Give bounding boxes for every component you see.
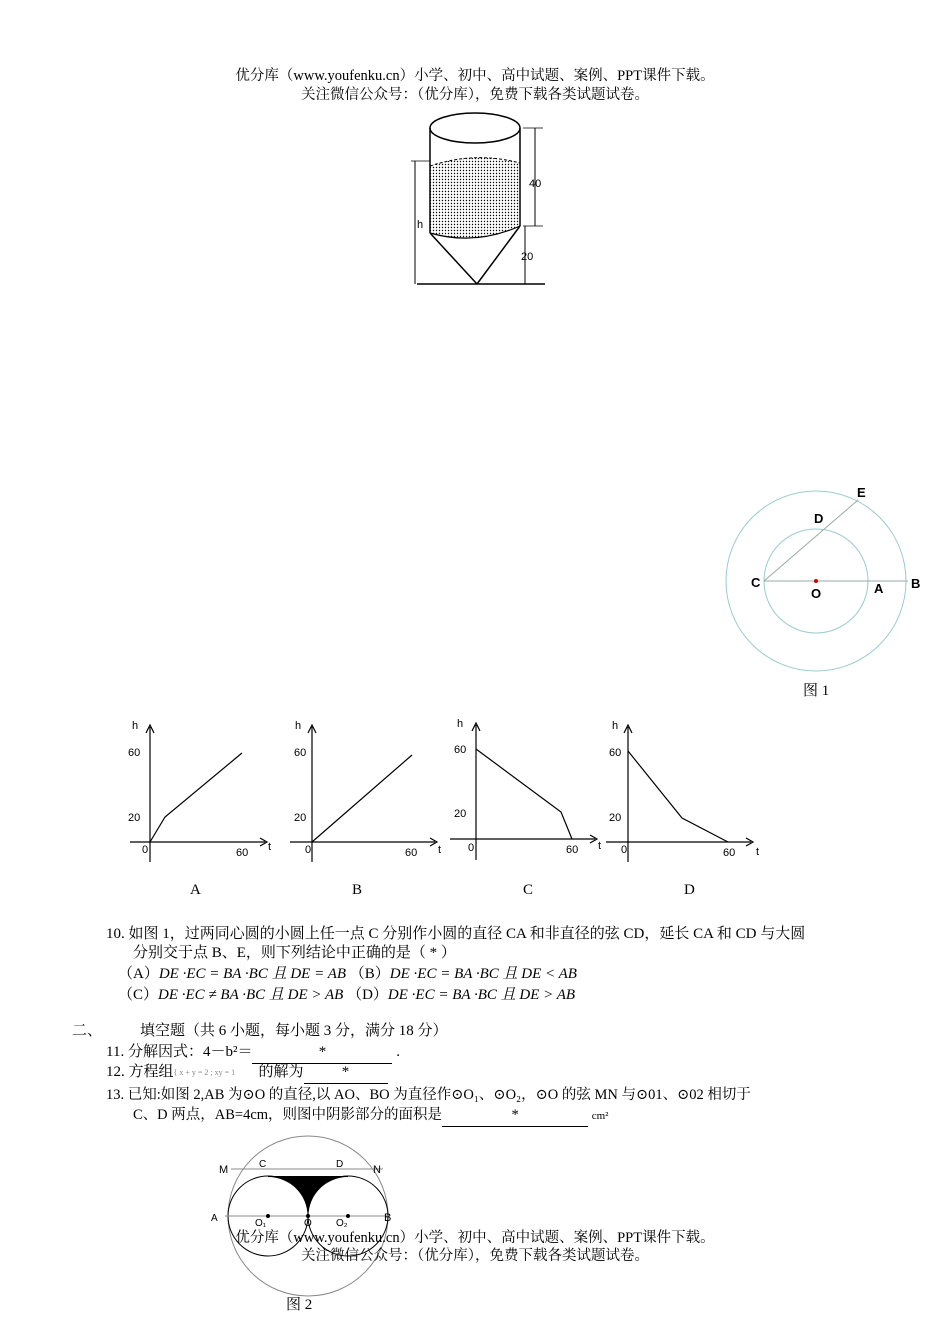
question-12 (106, 1062, 388, 1084)
fig2-point-b: B (384, 1212, 392, 1224)
q11-number: 11. (106, 1044, 125, 1060)
figure-1 (720, 480, 950, 680)
graph-d-curve (628, 751, 728, 842)
q11-answer-blank[interactable]: * (252, 1042, 392, 1064)
figure-2 (205, 1133, 405, 1308)
tank-dim-20: 20 (521, 251, 534, 263)
section-2-title: 填空题（共 6 小题，每小题 3 分，满分 18 分） (140, 1023, 448, 1039)
graph-a-h: h (132, 720, 139, 732)
tank-h-label: h (417, 219, 424, 231)
graph-c-h: h (457, 718, 464, 730)
section-2-number: 二、 (72, 1023, 103, 1039)
point-b: B (911, 576, 921, 591)
graph-b-label: B (352, 882, 363, 898)
graph-a-label: A (190, 882, 201, 898)
fig2-point-m: M (219, 1164, 229, 1176)
q12-number: 12. (106, 1064, 125, 1080)
graph-c-t60: 60 (566, 844, 579, 856)
graph-d-t60: 60 (723, 847, 736, 859)
q10-options-row2 (118, 985, 575, 1006)
q11-end: . (396, 1044, 400, 1060)
footer-line-2: 关注微信公众号：（优分库），免费下载各类试题试卷。 (301, 1248, 649, 1264)
line-ce (764, 500, 858, 581)
point-a: A (874, 581, 884, 596)
graph-b-20: 20 (294, 812, 307, 824)
graph-a-curve (150, 753, 242, 842)
height-dimension (411, 161, 430, 284)
fig2-point-o1: O₁ (255, 1218, 267, 1229)
graph-b-curve (312, 755, 412, 842)
graph-d-t: t (756, 846, 760, 858)
graph-c-t: t (598, 840, 602, 852)
graph-d-60: 60 (609, 747, 622, 759)
graph-a-t60: 60 (236, 847, 249, 859)
point-c: C (751, 575, 761, 590)
fig2-point-o2: O₂ (336, 1218, 348, 1229)
q12-text-pre: 方程组 (128, 1064, 174, 1080)
graph-d-label: D (684, 882, 695, 898)
header-line-2: 关注微信公众号：（优分库），免费下载各类试题试卷。 (301, 87, 649, 103)
q10-opt-b: DE ·EC = BA ·BC 且 DE < AB (389, 966, 577, 982)
graph-c-20: 20 (454, 808, 467, 820)
q12-text-post: 的解为 (258, 1064, 304, 1080)
graph-a (120, 715, 290, 870)
q11-text: 分解因式：4－b²＝ (127, 1044, 253, 1060)
graph-a-60: 60 (128, 747, 141, 759)
graph-b-t60: 60 (405, 847, 418, 859)
fig2-point-d: D (336, 1159, 344, 1170)
graph-d-origin: 0 (621, 844, 628, 856)
graph-a-origin: 0 (142, 844, 149, 856)
center-point (814, 579, 818, 583)
q13-number: 13. (106, 1087, 125, 1103)
q10-number: 10. (106, 926, 125, 942)
graph-c-label: C (523, 882, 534, 898)
q12-answer-blank[interactable]: * (304, 1062, 388, 1084)
q10-opt-c-label: （C） (118, 987, 159, 1003)
graph-b-t: t (438, 844, 442, 856)
q13-line2-row (133, 1105, 608, 1127)
fig2-point-n: N (373, 1164, 381, 1176)
q10-options-row1 (118, 964, 577, 985)
graph-c-curve (476, 749, 572, 839)
graph-d-20: 20 (609, 812, 622, 824)
fig2-point-a: A (211, 1213, 218, 1224)
q10-stem-line2: 分别交于点 B、E，则下列结论中正确的是（ * ） (133, 945, 456, 961)
fig2-point-c: C (259, 1159, 267, 1170)
dimension-40 (523, 128, 543, 226)
graph-b-h: h (295, 720, 302, 732)
graph-c (450, 715, 620, 870)
q10-stem-line1: 如图 1，过两同心圆的小圆上任一点 C 分别作小圆的直径 CA 和非直径的弦 CD，延长 CA 和 CD 与大圆 (128, 926, 806, 942)
q13-unit: cm² (591, 1110, 609, 1122)
point-d: D (814, 511, 824, 526)
question-11 (106, 1042, 400, 1064)
graph-b-origin: 0 (305, 844, 312, 856)
dimension-20 (521, 226, 533, 284)
q10-opt-c: DE ·EC ≠ BA ·BC 且 DE > AB (158, 987, 344, 1003)
question-13 (106, 1085, 906, 1106)
figure-2-caption: 图 2 (286, 1297, 313, 1313)
figure-1-caption: 图 1 (803, 683, 830, 699)
tank-dim-40: 40 (529, 178, 542, 190)
q13-line1: 已知:如图 2,AB 为⊙O 的直径,以 AO、BO 为直径作⊙O₁、⊙O₂，⊙O 的弦 MN 与⊙01、⊙02 相切于 (127, 1087, 751, 1103)
graph-b (290, 715, 460, 870)
graph-b-60: 60 (294, 747, 307, 759)
point-e: E (857, 485, 866, 500)
q10-opt-b-label: （B） (349, 966, 390, 982)
q12-equation-system: { x + y = 2 ; xy = 1 (173, 1068, 236, 1078)
q10-opt-d-label: （D） (347, 987, 388, 1003)
graph-a-20: 20 (128, 812, 141, 824)
graph-a-t: t (268, 841, 272, 853)
graph-c-origin: 0 (468, 842, 475, 854)
graph-d (606, 715, 776, 870)
footer-line-1: 优分库（www.youfenku.cn）小学、初中、高中试题、案例、PPT课件下载。 (235, 1230, 715, 1246)
header-line-1: 优分库（www.youfenku.cn）小学、初中、高中试题、案例、PPT课件下载。 (235, 68, 715, 84)
q13-answer-blank[interactable]: * (442, 1105, 588, 1127)
graph-d-h: h (612, 720, 619, 732)
graph-c-60: 60 (454, 744, 467, 756)
q13-line2: C、D 两点，AB=4cm，则图中阴影部分的面积是 (133, 1107, 443, 1123)
point-o: O (811, 586, 822, 601)
q10-opt-d: DE ·EC = BA ·BC 且 DE > AB (387, 987, 576, 1003)
tank-figure (405, 106, 555, 291)
shaded-region (268, 1176, 348, 1216)
fig2-point-o: O (304, 1218, 312, 1229)
q10-opt-a: DE ·EC = BA ·BC 且 DE = AB (158, 966, 347, 982)
question-10 (106, 924, 906, 945)
q10-opt-a-label: （A） (118, 966, 159, 982)
